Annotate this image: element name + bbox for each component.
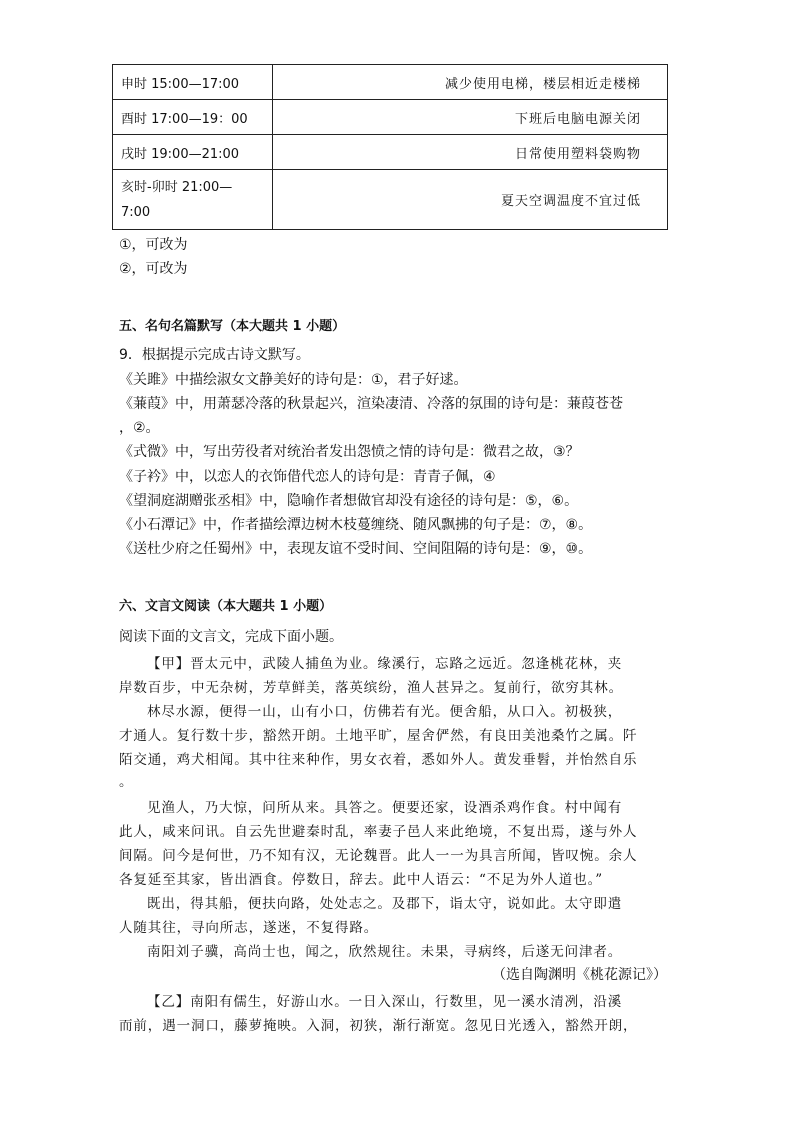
table-row [113,170,668,230]
passage-line: 而前，遇一洞口，藤萝掩映。入洞，初狭，渐行渐宽。忽见日光透入，豁然开朗， [119,1018,638,1034]
passage-line: 此人，咸来问讯。自云先世避秦时乱，率妻子邑人来此绝境，不复出焉，遂与外人 [119,824,638,840]
section-heading: 六、文言文阅读（本大题共 1 小题） [119,599,333,614]
table-row [113,100,668,135]
passage-line: 林尽水源，便得一山，山有小口，仿佛若有光。便舍船，从口入。初极狭， [147,704,623,720]
instruction-text: 阅读下面的文言文，完成下面小题。 [119,629,343,645]
poem-line: 《送杜少府之任蜀州》中，表现友谊不受时间、空间阻隔的诗句是：⑨，⑩。 [119,541,593,557]
time-line: 7:00 [121,204,151,220]
passage-line: 间隔。问今是何世，乃不知有汉，无论魏晋。此人一一为具言所闻，皆叹惋。余人 [119,848,638,864]
answer-line: ②，可改为 [119,261,188,277]
passage-line: 岸数百步，中无杂树，芳草鲜美，落英缤纷，渔人甚异之。复前行，欲穷其林。 [119,680,623,696]
question-text: 9．根据提示完成古诗文默写。 [119,347,310,363]
passage-line: 既出，得其船，便扶向路，处处志之。及郡下，诣太守，说如此。太守即遣 [147,896,623,912]
low-carbon-table [112,64,668,230]
passage-line: 人随其往，寻向所志，遂迷，不复得路。 [119,920,379,936]
poem-line: 《小石潭记》中，作者描绘潭边树木枝蔓缠绕、随风飘拂的句子是：⑦，⑧。 [119,517,593,533]
passage-line: 陌交通，鸡犬相闻。其中往来种作，男女衣着，悉如外人。黄发垂髫，并怡然自乐 [119,752,638,768]
time-cell [113,170,273,230]
poem-line: 《子衿》中，以恋人的衣饰借代恋人的诗句是：青青子佩，④ [119,469,496,485]
passage-line: 【乙】南阳有儒生，好游山水。一日入深山，行数里，见一溪水清冽，沿溪 [147,994,623,1010]
tip-cell: 减少使用电梯，楼层相近走楼梯 [273,65,668,100]
time-cell: 酉时 17:00—19：00 [113,100,273,135]
time-cell: 戌时 19:00—21:00 [113,135,273,170]
poem-line: 《关雎》中描绘淑女文静美好的诗句是：①，君子好逑。 [119,372,468,388]
answer-line: ①，可改为 [119,237,188,253]
time-cell: 申时 15:00—17:00 [113,65,273,100]
passage-line: 南阳刘子骥，高尚士也，闻之，欣然规往。未果，寻病终，后遂无问津者。 [147,944,623,960]
source-citation: （选自陶渊明《桃花源记》） [492,967,667,983]
section-heading: 五、名句名篇默写（本大题共 1 小题） [119,319,346,334]
passage-line: 各复延至其家，皆出酒食。停数日，辞去。此中人语云：“不足为外人道也。” [119,872,604,888]
passage-line: 才通人。复行数十步，豁然开朗。土地平旷，屋舍俨然，有良田美池桑竹之属。阡 [119,728,638,744]
poem-line: 《望洞庭湖赠张丞相》中，隐喻作者想做官却没有途径的诗句是：⑤，⑥。 [119,493,579,509]
passage-line: 【甲】晋太元中，武陵人捕鱼为业。缘溪行，忘路之远近。忽逢桃花林，夹 [147,656,623,672]
tip-cell: 下班后电脑电源关闭 [273,100,668,135]
poem-line: 《式微》中，写出劳役者对统治者发出怨愤之情的诗句是：微君之故，③？ [119,444,580,460]
poem-line: ，②。 [119,420,160,436]
tip-cell: 日常使用塑料袋购物 [273,135,668,170]
time-line: 亥时-卯时 21:00— [121,179,233,195]
tip-cell: 夏天空调温度不宜过低 [273,170,668,230]
passage-line: 见渔人，乃大惊，问所从来。具答之。便要还家，设酒杀鸡作食。村中闻有 [147,800,623,816]
table-row [113,135,668,170]
passage-line: 。 [119,774,134,790]
poem-line: 《蒹葭》中，用萧瑟冷落的秋景起兴，渲染凄清、冷落的氛围的诗句是：蒹葭苍苍 [119,396,623,412]
table-row [113,65,668,100]
